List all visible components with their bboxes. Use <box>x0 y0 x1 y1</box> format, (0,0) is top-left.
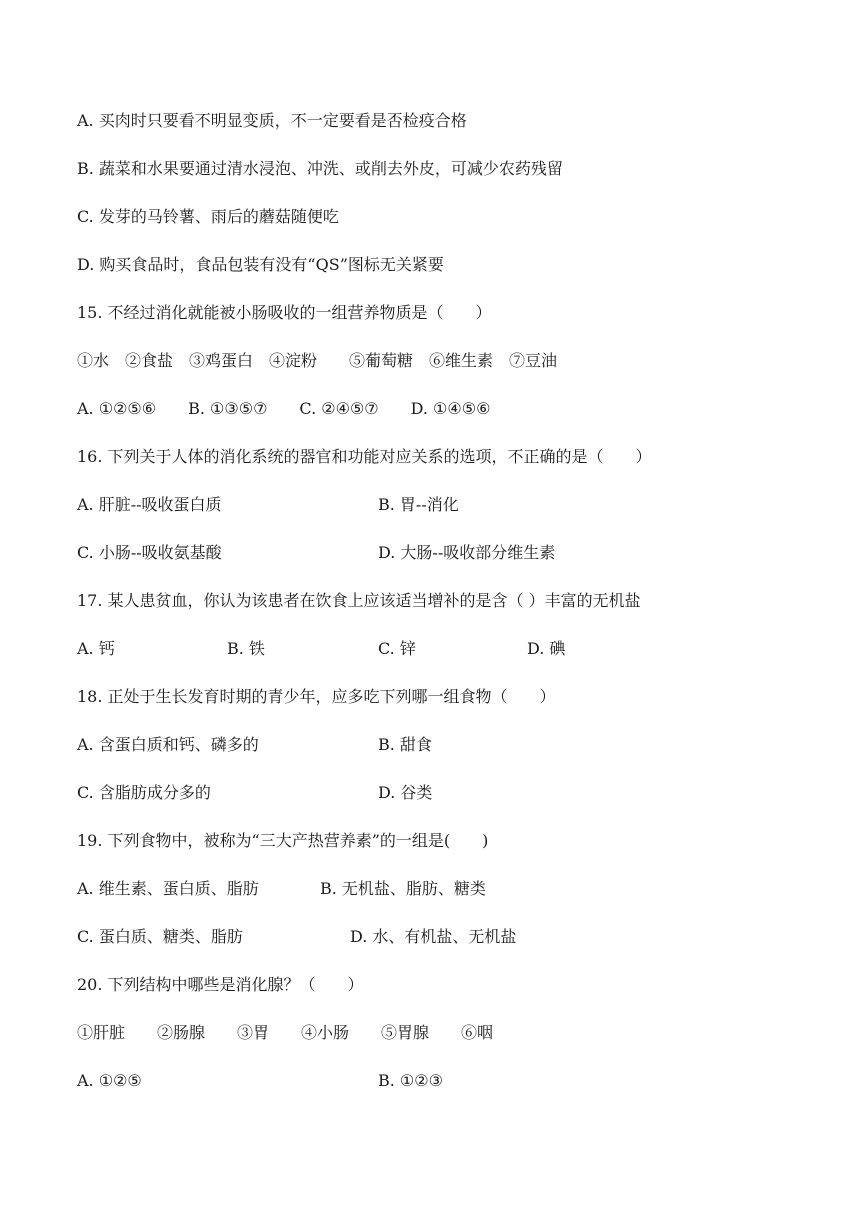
option-17b: B. 铁 <box>227 639 265 658</box>
question-19: 19. 下列食物中，被称为“三大产热营养素”的一组是( ) <box>77 831 489 850</box>
option-16b: B. 胃--消化 <box>378 495 459 514</box>
option-16c: C. 小肠--吸收氨基酸 <box>77 543 222 562</box>
question-16: 16. 下列关于人体的消化系统的器官和功能对应关系的选项，不正确的是（ ） <box>77 447 652 466</box>
option-14b: B. 蔬菜和水果要通过清水浸泡、冲洗、或削去外皮，可减少农药残留 <box>77 159 563 178</box>
option-19d: D. 水、有机盐、无机盐 <box>350 927 517 946</box>
option-17c: C. 锌 <box>378 639 416 658</box>
question-20: 20. 下列结构中哪些是消化腺？（ ） <box>77 975 364 994</box>
option-19a: A. 维生素、蛋白质、脂肪 <box>77 879 259 898</box>
question-17: 17. 某人患贫血，你认为该患者在饮食上应该适当增补的是含（ ）丰富的无机盐 <box>77 591 641 610</box>
option-18b: B. 甜食 <box>378 735 432 754</box>
question-20-row-1 <box>77 1071 443 1131</box>
option-14d: D. 购买食品时，食品包装有没有“QS”图标无关紧要 <box>77 255 444 274</box>
option-17a: A. 钙 <box>77 639 115 658</box>
option-18a: A. 含蛋白质和钙、磷多的 <box>77 735 259 754</box>
option-16a: A. 肝脏--吸收蛋白质 <box>77 495 222 514</box>
question-18: 18. 正处于生长发育时期的青少年，应多吃下列哪一组食物（ ） <box>77 687 556 706</box>
option-14a: A. 买肉时只要看不明显变质，不一定要看是否检疫合格 <box>77 111 467 130</box>
question-15-items: ①水 ②食盐 ③鸡蛋白 ④淀粉 ⑤葡萄糖 ⑥维生素 ⑦豆油 <box>77 351 558 370</box>
question-20-items: ①肝脏 ②肠腺 ③胃 ④小肠 ⑤胃腺 ⑥咽 <box>77 1023 494 1042</box>
option-20a: A. ①②⑤ <box>77 1071 142 1090</box>
option-19c: C. 蛋白质、糖类、脂肪 <box>77 927 243 946</box>
option-17d: D. 碘 <box>527 639 566 658</box>
option-16d: D. 大肠--吸收部分维生素 <box>378 543 556 562</box>
option-18d: D. 谷类 <box>378 783 433 802</box>
option-14c: C. 发芽的马铃薯、雨后的蘑菇随便吃 <box>77 207 339 226</box>
option-19b: B. 无机盐、脂肪、糖类 <box>320 879 486 898</box>
question-15: 15. 不经过消化就能被小肠吸收的一组营养物质是（ ） <box>77 303 492 322</box>
question-15-options: A. ①②⑤⑥ B. ①③⑤⑦ C. ②④⑤⑦ D. ①④⑤⑥ <box>77 399 491 418</box>
option-18c: C. 含脂肪成分多的 <box>77 783 211 802</box>
option-20b: B. ①②③ <box>378 1071 443 1090</box>
